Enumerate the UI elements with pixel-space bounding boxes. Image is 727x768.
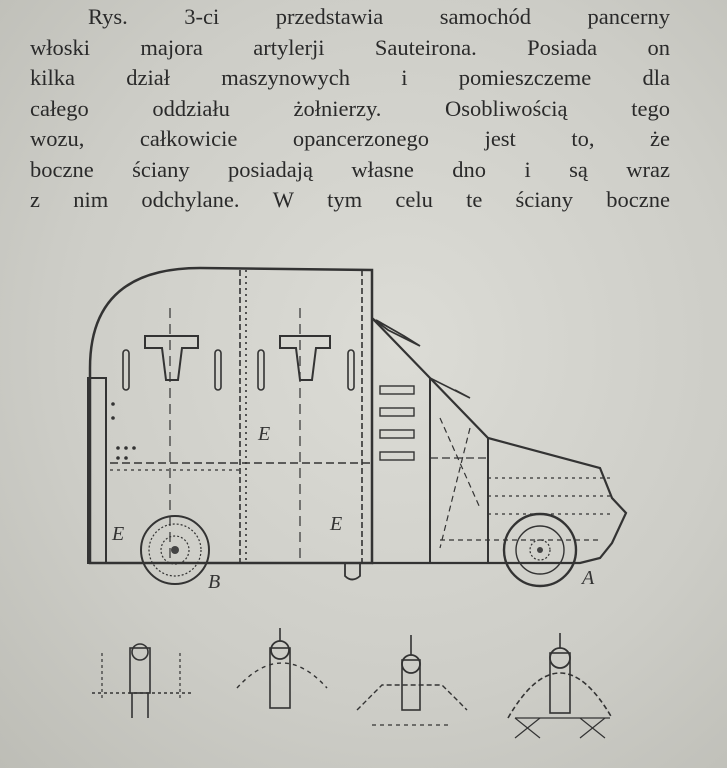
- technical-drawing: [0, 258, 727, 768]
- label-b: B: [208, 571, 221, 593]
- text-line: kilka dział maszynowych i pomieszczeme dla: [30, 65, 670, 90]
- label-e-middle: E: [258, 423, 271, 445]
- label-e-lower: E: [330, 513, 343, 535]
- text-line: z nim odchylane. W tym celu te ściany boczne: [30, 187, 670, 212]
- front-wheel: [504, 514, 576, 586]
- rear-wheel: [141, 516, 209, 584]
- text-line: Rys. 3-ci przedstawia samochód pancerny: [88, 4, 670, 29]
- front-section: [372, 318, 626, 563]
- text-line: włoski majora artylerji Sauteirona. Posiada on: [30, 34, 670, 60]
- turret-diagram-1: [92, 644, 192, 718]
- turret-diagram-4: [508, 633, 612, 738]
- label-e-rear: E: [112, 523, 125, 545]
- tow-hook: [345, 563, 360, 580]
- text-line: boczne ściany posiadają własne dno i są wraz: [30, 156, 670, 182]
- armored-car-illustration: [0, 258, 727, 768]
- text-line: wozu, całkowicie opancerzonego jest to, że: [30, 126, 670, 151]
- turret-diagram-2: [237, 628, 327, 708]
- article-text: [30, 2, 670, 216]
- text-line: całego oddziału żołnierzy. Osobliwością tego: [30, 95, 670, 121]
- turret-diagram-3: [357, 635, 467, 725]
- label-a: A: [582, 567, 595, 589]
